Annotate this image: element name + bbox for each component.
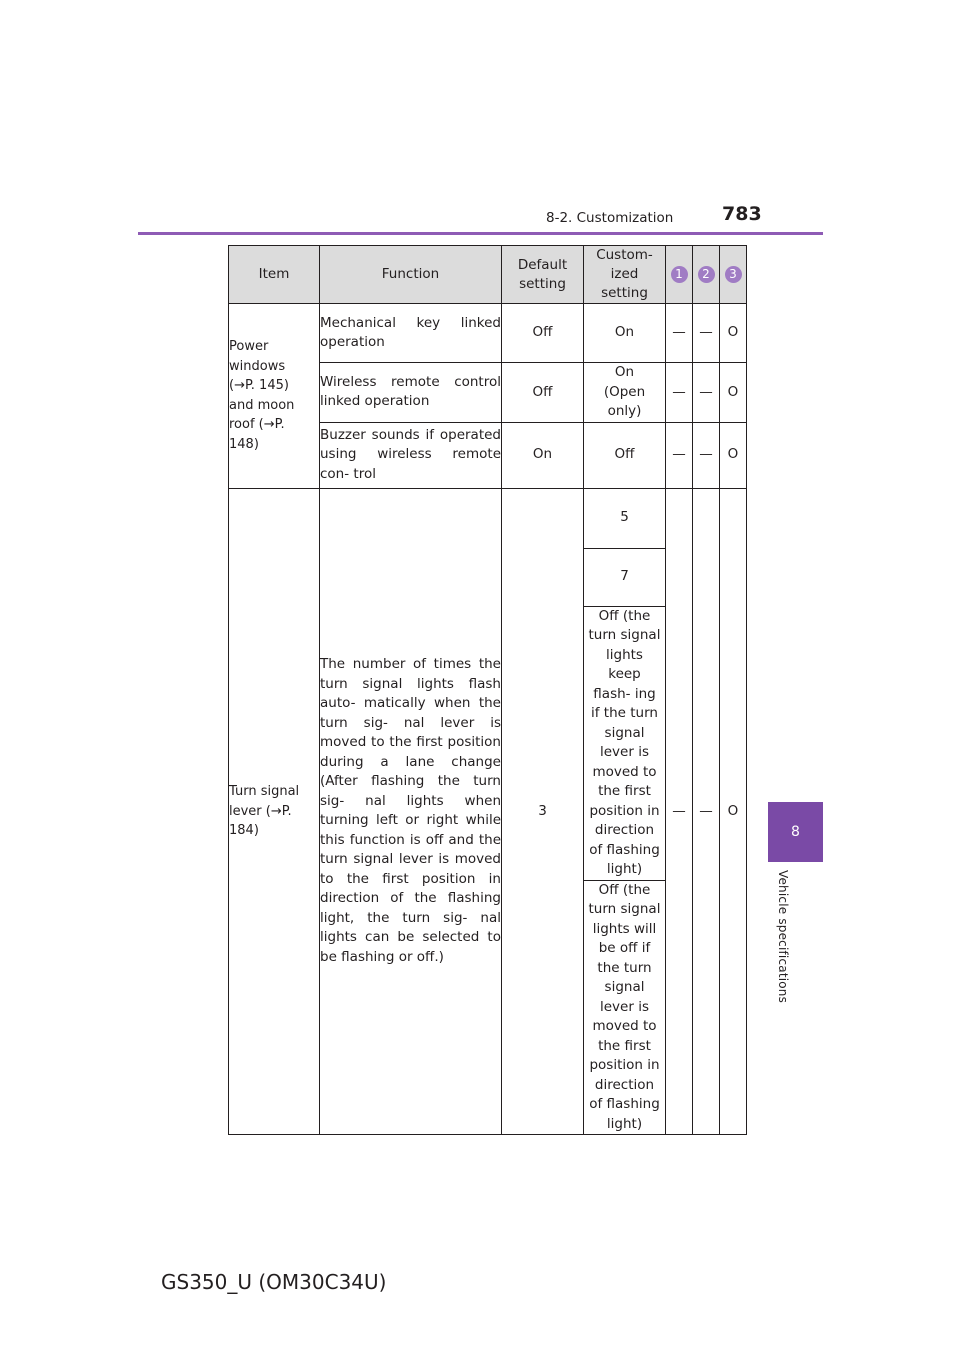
function-cell: Mechanical key linked operation	[320, 304, 502, 363]
mode-2-cell: —	[693, 304, 720, 363]
default-cell: Off	[502, 304, 584, 363]
col-mode-1	[666, 246, 693, 304]
mode-3-cell: O	[720, 363, 747, 423]
customization-table	[228, 245, 747, 1135]
mode-2-cell: —	[693, 363, 720, 423]
mode-2-cell: —	[693, 488, 720, 1135]
table-row	[229, 488, 747, 548]
mode-3-badge: 3	[725, 266, 742, 283]
default-cell: On	[502, 422, 584, 488]
col-default: Default setting	[502, 246, 584, 304]
mode-3-cell: O	[720, 488, 747, 1135]
default-cell: Off	[502, 363, 584, 423]
mode-2-badge: 2	[698, 266, 715, 283]
custom-cell: Off	[584, 422, 666, 488]
document-code: GS350_U (OM30C34U)	[161, 1270, 387, 1294]
custom-option-cell: 5	[584, 488, 666, 548]
table-header-row	[229, 246, 747, 304]
default-cell: 3	[502, 488, 584, 1135]
mode-3-cell: O	[720, 422, 747, 488]
mode-1-cell: —	[666, 363, 693, 423]
mode-1-cell: —	[666, 304, 693, 363]
table-row	[229, 304, 747, 363]
mode-1-cell: —	[666, 422, 693, 488]
custom-cell: On (Open only)	[584, 363, 666, 423]
col-mode-2	[693, 246, 720, 304]
mode-2-cell: —	[693, 422, 720, 488]
function-cell: The number of times the turn signal lights flash auto- matically when the turn sig- nal lever is moved to the first position during a lane change (After flashing the turn sig- nal lights when turning left or right while this function is off and the turn signal lever is moved to the first position in direction of the flashing light, the turn sig- nal lights can be selected to be flashing or off.)	[320, 488, 502, 1135]
mode-1-badge: 1	[671, 266, 688, 283]
col-mode-3	[720, 246, 747, 304]
col-custom: Custom- ized setting	[584, 246, 666, 304]
function-cell: Buzzer sounds if operated using wireless remote con- trol	[320, 422, 502, 488]
custom-option-cell: 7	[584, 548, 666, 606]
chapter-number: 8	[791, 824, 800, 840]
page-number: 783	[722, 203, 762, 225]
item-turn-signal-lever: Turn signal lever (→P. 184)	[229, 488, 320, 1135]
header-rule	[138, 232, 823, 235]
section-title: 8-2. Customization	[546, 210, 674, 226]
custom-cell: On	[584, 304, 666, 363]
mode-3-cell: O	[720, 304, 747, 363]
col-item: Item	[229, 246, 320, 304]
custom-option-cell: Off (the turn signal lights will be off if the turn signal lever is moved to the first position in direction of flashing light)	[584, 880, 666, 1135]
function-cell: Wireless remote control linked operation	[320, 363, 502, 423]
item-power-windows: Power windows (→P. 145) and moon roof (→P. 148)	[229, 304, 320, 489]
custom-option-cell: Off (the turn signal lights keep flash- ing if the turn signal lever is moved to the first position in direction of flashing light)	[584, 606, 666, 880]
col-function: Function	[320, 246, 502, 304]
chapter-tab[interactable]	[768, 802, 823, 862]
chapter-label	[768, 870, 792, 1010]
mode-1-cell: —	[666, 488, 693, 1135]
chapter-title: Vehicle specifications	[776, 870, 790, 1004]
